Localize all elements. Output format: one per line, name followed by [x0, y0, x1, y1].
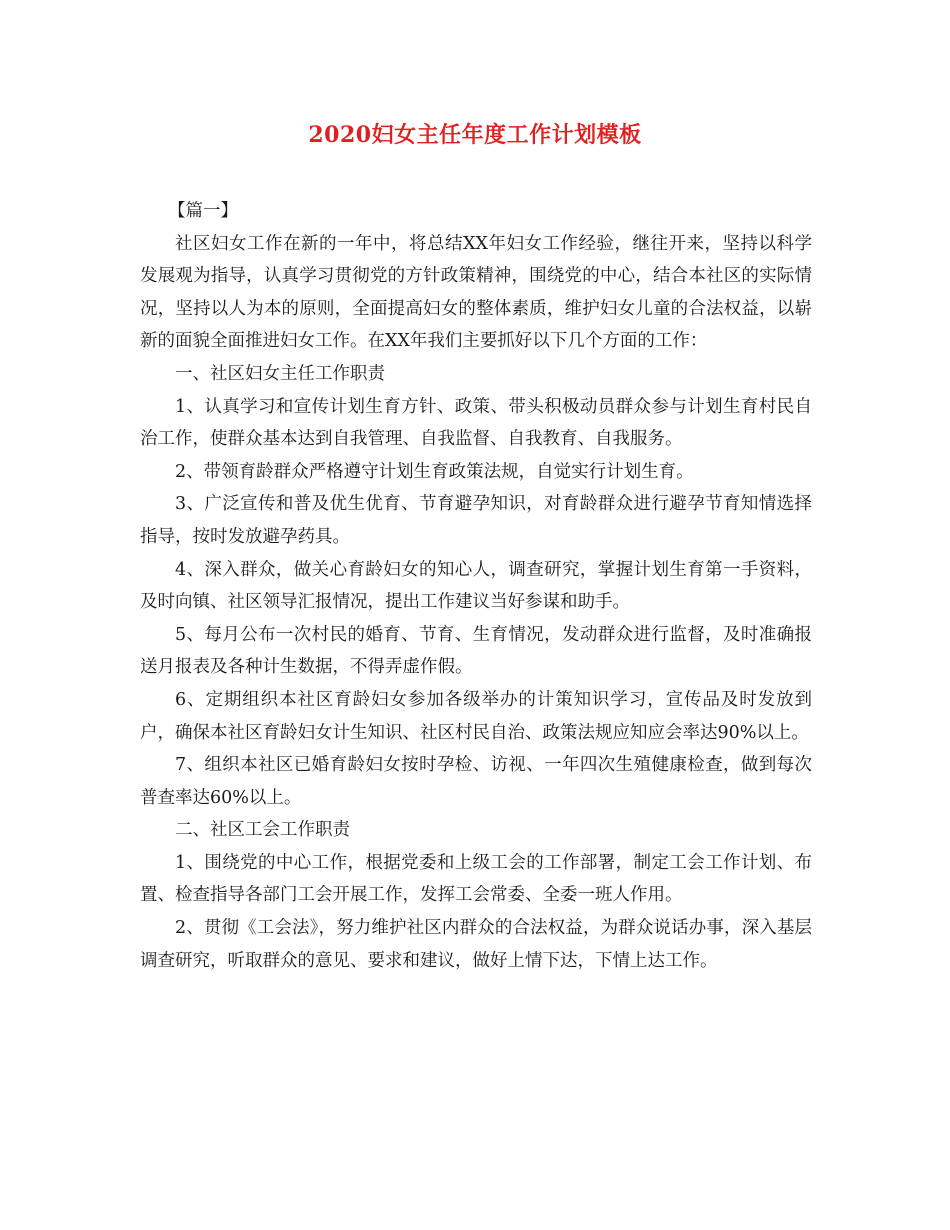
- list-item: 1、认真学习和宣传计划生育方针、政策、带头积极动员群众参与计划生育村民自治工作，使群众基本达到自我管理、自我监督、自我教育、自我服务。: [140, 396, 812, 450]
- section-marker: 【篇一】: [168, 201, 238, 221]
- list-item: 2、带领育龄群众严格遵守计划生育政策法规，自觉实行计划生育。: [175, 461, 694, 482]
- list-item: 3、广泛宣传和普及优生优育、节育避孕知识，对育龄群众进行避孕节育知情选择指导，按时发放避孕药具。: [140, 494, 812, 547]
- section-heading: 二、社区工会工作职责: [175, 820, 350, 841]
- intro-paragraph: 社区妇女工作在新的一年中，将总结XX年妇女工作经验，继往开来，坚持以科学发展观为指导，认真学习贯彻党的方针政策精神，围绕党的中心，结合本社区的实际情况，坚持以人为本的原则，全面提高妇女的整体素质，维护妇女儿童的合法权益，以崭新的面貌全面推进妇女工作。在XX年我们主要抓好以下几个方面的工作：: [140, 233, 812, 352]
- list-item: 1、围绕党的中心工作，根据党委和上级工会的工作部署，制定工会工作计划、布置、检查指导各部门工会开展工作，发挥工会常委、全委一班人作用。: [140, 852, 812, 906]
- list-item: 7、组织本社区已婚育龄妇女按时孕检、访视、一年四次生殖健康检查，做到每次普查率达60%以上。: [140, 755, 812, 808]
- document-body: [140, 195, 812, 977]
- list-item: 6、定期组织本社区育龄妇女参加各级举办的计策知识学习，宣传品及时发放到户，确保本社区育龄妇女计生知识、社区村民自治、政策法规应知应会率达90%以上。: [140, 689, 812, 743]
- list-item: 5、每月公布一次村民的婚育、节育、生育情况，发动群众进行监督，及时准确报送月报表及各种计生数据，不得弄虚作假。: [140, 624, 812, 678]
- list-item: 2、贯彻《工会法》，努力维护社区内群众的合法权益，为群众说话办事，深入基层调查研究，听取群众的意见、要求和建议，做好上情下达，下情上达工作。: [140, 918, 812, 971]
- list-item: 4、深入群众，做关心育龄妇女的知心人，调查研究，掌握计划生育第一手资料，及时向镇、社区领导汇报情况，提出工作建议当好参谋和助手。: [140, 559, 812, 613]
- section-heading: 一、社区妇女主任工作职责: [175, 363, 385, 384]
- document-title: 2020妇女主任年度工作计划模板: [308, 122, 642, 148]
